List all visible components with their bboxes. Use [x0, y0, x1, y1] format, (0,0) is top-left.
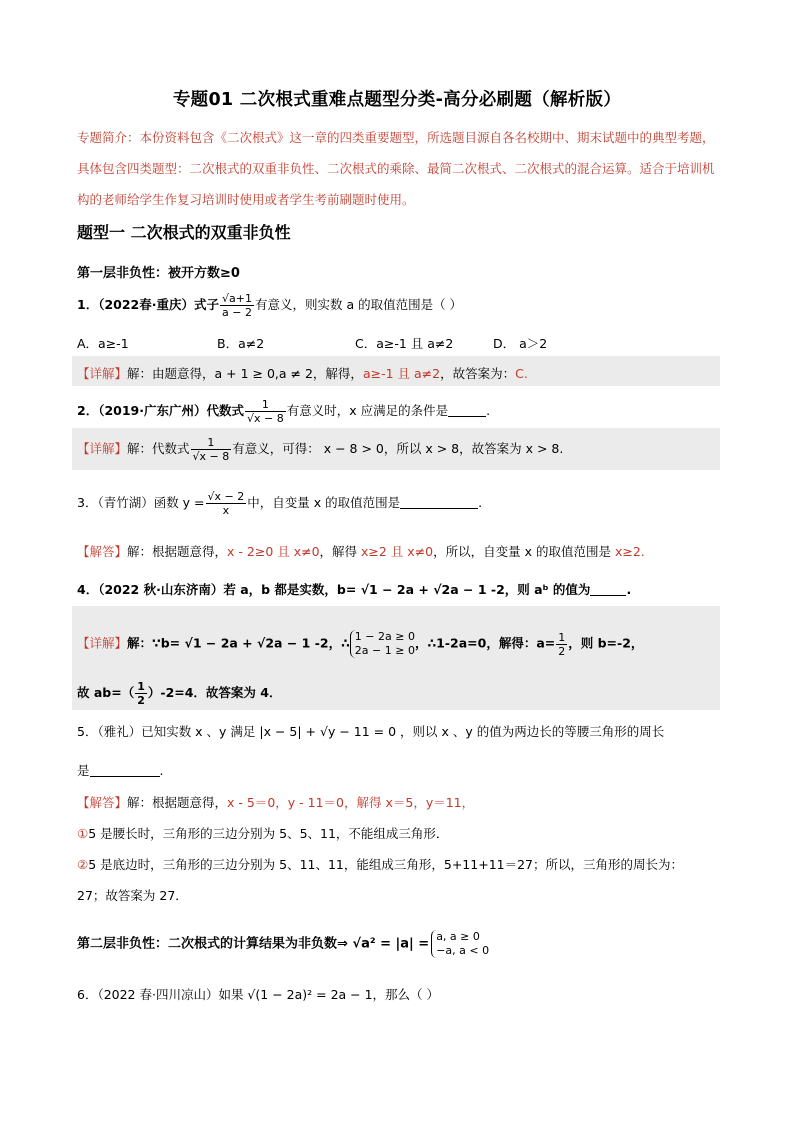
- answer-4-conclusion: 故 ab=（ $\frac{1}{2}$ ）-2=4．故答案为 4．: [77, 680, 282, 707]
- answer-blank: [400, 496, 478, 509]
- question-3: 3．（青竹湖）函数 y = $\frac{√x - 2}{x}$ 中，自变量 x 的取值范围是 .: [77, 490, 483, 517]
- option-a: A．a≥-1: [77, 336, 129, 351]
- answer-blank: [90, 764, 160, 777]
- option-b: B．a≠2: [217, 336, 265, 351]
- answer-5-case-1: ①5 是腰长时，三角形的三边分别为 5、5、11，不能组成三角形．: [77, 826, 449, 841]
- section-heading: 题型一 二次根式的双重非负性: [77, 223, 291, 242]
- answer-blank: [590, 583, 626, 596]
- question-6: 6．（2022 春·四川凉山）如果 √(1 − 2a)² = 2a − 1，那么（ ）: [77, 987, 440, 1002]
- q3-fraction: $\frac{√x - 2}{x}$: [207, 490, 245, 517]
- question-5: 5．（雅礼）已知实数 x 、y 满足 |x − 5| + √y − 11 = 0 ，则以 x 、y 的值为两边长的等腰三角形的周长: [77, 724, 665, 739]
- half-fraction-2: $\frac{1}{2}$: [137, 680, 145, 707]
- half-fraction: $\frac{1}{2}$: [558, 630, 566, 658]
- answer-blank: [448, 404, 486, 417]
- answer-5-case-2: ②5 是底边时，三角形的三边分别为 5、11、11，能组成三角形，5+11+11＝27；所以，三角形的周长为：: [77, 857, 684, 872]
- q2-fraction: $\frac{1}{√x - 8}$: [247, 398, 284, 425]
- answer-5-case-2-cont: 27；故答案为 27．: [77, 888, 188, 903]
- answer-2: 【详解】解：代数式 $\frac{1}{√x - 8}$ 有意义，可得： x − 8 > 0，所以 x > 8，故答案为 x > 8.: [77, 436, 564, 463]
- piecewise-definition: a, a ≥ 0 −a, a < 0: [431, 930, 489, 958]
- inequality-system: 1 − 2a ≥ 0 2a − 1 ≥ 0: [350, 630, 415, 658]
- page-title: 专题01 二次根式重难点题型分类-高分必刷题（解析版）: [172, 90, 622, 110]
- option-d: D． a＞2: [493, 336, 548, 351]
- intro-paragraph: 专题简介：本份资料包含《二次根式》这一章的四类重要题型，所选题目源自各名校期中、期末试题中的典型考题，具体包含四类题型：二次根式的双重非负性、二次根式的乘除、最简二次根式、二次根式的混合运算。适合于培训机构的老师给学生作复习培训时使用或者学生考前刷题时使用。: [77, 130, 715, 207]
- layer1-heading: 第一层非负性：被开方数≥0: [77, 266, 240, 281]
- q1-fraction: $\frac{√a+1}{a - 2}$: [222, 292, 252, 319]
- answer-3: 【解答】解：根据题意得，x - 2≥0 且 x≠0，解得 x≥2 且 x≠0，所以，自变量 x 的取值范围是 x≥2.: [77, 544, 645, 559]
- answer-2-fraction: $\frac{1}{√x - 8}$: [192, 436, 230, 463]
- answer-4: 【详解】解：∵b= √1 − 2a + √2a − 1 -2，∴ 1 − 2a ≥ 0 2a − 1 ≥ 0 ，∴1-2a=0，解得：a= $\frac{1}{2}$ ，则 b=-2，: [77, 630, 644, 658]
- question-4: 4．（2022 秋·山东济南）若 a，b 都是实数，b= √1 − 2a + √2a − 1 -2，则 aᵇ 的值为 .: [77, 582, 632, 597]
- question-5-line-2: 是 .: [77, 763, 164, 778]
- answer-1: 【详解】解：由题意得，a + 1 ≥ 0,a ≠ 2，解得，a≥-1 且 a≠2，故答案为：C.: [77, 366, 528, 381]
- question-2: 2．（2019·广东广州）代数式 $\frac{1}{√x - 8}$ 有意义时，x 应满足的条件是 .: [77, 398, 491, 425]
- question-1: 1．（2022春·重庆）式子 $\frac{√a+1}{a - 2}$ 有意义，则实数 a 的取值范围是（ ）: [77, 292, 463, 319]
- layer2-heading: 第二层非负性：二次根式的计算结果为非负数⇒ √a² = |a| = a, a ≥ 0 −a, a < 0: [77, 930, 490, 957]
- answer-5: 【解答】解：根据题意得，x - 5＝0，y - 11＝0，解得 x＝5，y＝11，: [77, 795, 475, 810]
- option-c: C．a≥-1 且 a≠2: [355, 336, 454, 351]
